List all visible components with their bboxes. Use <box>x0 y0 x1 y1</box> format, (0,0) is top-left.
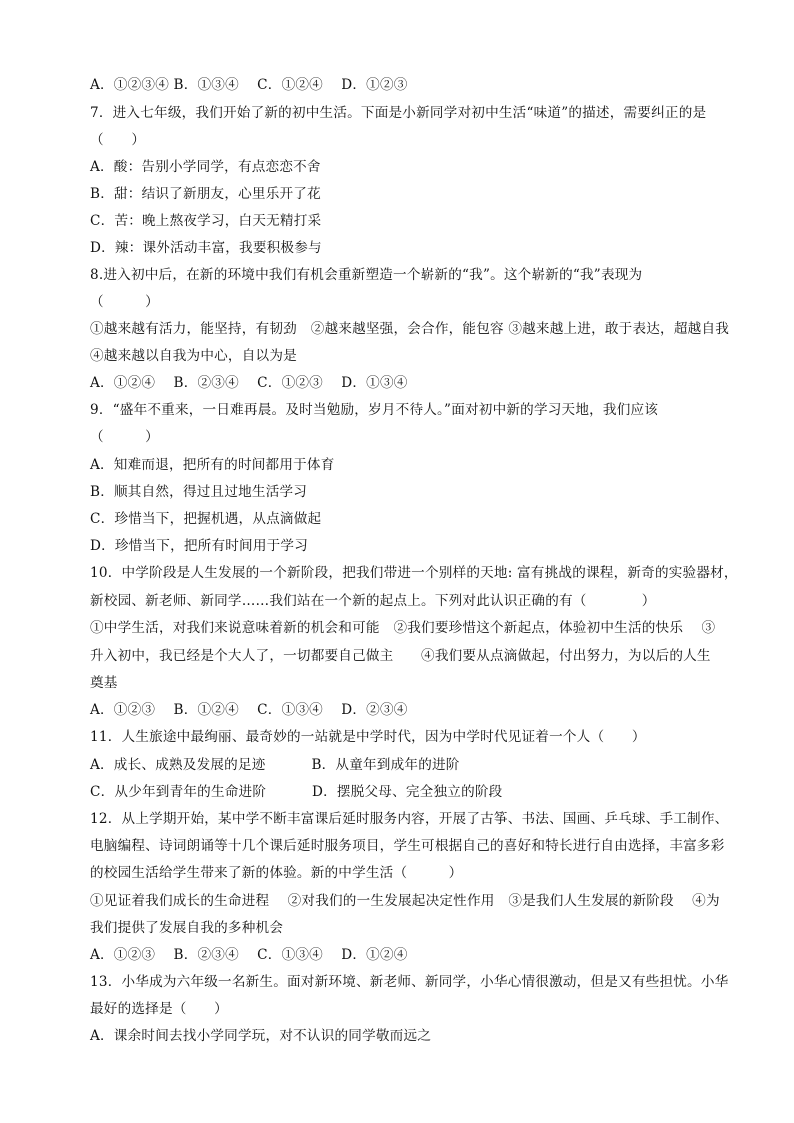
q10-statements-1: ①中学生活，对我们来说意味着新的机会和可能 ②我们要珍惜这个新起点，体验初中生活的快乐 ③ <box>90 620 716 636</box>
q9-option-c: C．珍惜当下，把握机遇，从点滴做起 <box>90 511 322 527</box>
q9-option-d: D．珍惜当下，把所有时间用于学习 <box>90 538 309 554</box>
q12-stem-3: 的校园生活给学生带来了新的体验。新的中学生活（ ） <box>90 865 463 881</box>
q11-stem: 11．人生旅途中最绚丽、最奇妙的一站就是中学时代，因为中学时代见证着一个人（ ） <box>90 729 646 745</box>
q12-statements-1: ①见证着我们成长的生命进程 ②对我们的一生发展起决定性作用 ③是我们人生发展的新阶段 ④为 <box>90 893 720 909</box>
q10-stem-2: 新校园、新老师、新同学……我们站在一个新的起点上。下列对此认识正确的有（ ） <box>90 593 656 609</box>
q12-stem-1: 12．从上学期开始，某中学不断丰富课后延时服务内容，开展了古筝、书法、国画、乒乓球、手工制作、 <box>90 811 729 827</box>
q6-options: A．①②③④ B．①③④ C．①②④ D．①②③ <box>90 77 408 93</box>
q10-options: A．①②③ B．①②④ C．①③④ D．②③④ <box>90 702 408 718</box>
q8-statements-1: ①越来越有活力，能坚持，有韧劲 ②越来越坚强，会合作，能包容 ③越来越上进，敢于表达，超越自我 <box>90 321 730 337</box>
q8-blank: （ ） <box>90 294 159 310</box>
q13-option-a: A．课余时间去找小学同学玩，对不认识的同学敬而远之 <box>90 1028 432 1044</box>
q7-option-d: D．辣：课外活动丰富，我要积极参与 <box>90 240 322 256</box>
q7-option-a: A．酸：告别小学同学，有点恋恋不舍 <box>90 159 321 175</box>
q10-statements-2: 升入初中，我已经是个大人了，一切都要自己做主 ④我们要从点滴做起，付出努力，为以后的人生 <box>90 648 711 664</box>
q9-option-a: A．知难而退，把所有的时间都用于体育 <box>90 457 335 473</box>
q11-options-cd: C．从少年到青年的生命进阶 D．摆脱父母、完全独立的阶段 <box>90 784 503 800</box>
q12-stem-2: 电脑编程、诗词朗诵等十几个课后延时服务项目，学生可根据自己的喜好和特长进行自由选择，丰富多彩 <box>90 838 725 854</box>
q11-options-ab: A．成长、成熟及发展的足迹 B．从童年到成年的进阶 <box>90 757 460 773</box>
q9-option-b: B．顺其自然，得过且过地生活学习 <box>90 484 308 500</box>
q8-options: A．①②④ B．②③④ C．①②③ D．①③④ <box>90 375 408 391</box>
q12-statements-2: 我们提供了发展自我的多种机会 <box>90 920 284 936</box>
q7-option-c: C．苦：晚上熬夜学习，白天无精打采 <box>90 213 322 229</box>
q9-blank: （ ） <box>90 429 159 445</box>
q13-stem-1: 13．小华成为六年级一名新生。面对新环境、新老师、新同学，小华心情很激动，但是又有些担忧。小华 <box>90 974 729 990</box>
q8-statements-2: ④越来越以自我为中心，自以为是 <box>90 348 297 364</box>
q7-stem: 7．进入七年级，我们开始了新的初中生活。下面是小新同学对初中生活“味道”的描述，需要纠正的是 <box>90 105 707 121</box>
q10-statements-3: 奠基 <box>90 675 118 691</box>
q13-stem-2: 最好的选择是（ ） <box>90 1001 228 1017</box>
q10-stem-1: 10．中学阶段是人生发展的一个新阶段，把我们带进一个别样的天地: 富有挑战的课程，新奇的实验器材， <box>90 565 738 581</box>
q7-blank: （ ） <box>90 132 146 148</box>
q8-stem: 8.进入初中后，在新的环境中我们有机会重新塑造一个崭新的“我”。这个崭新的“我”表现为 <box>90 267 643 283</box>
q12-options: A．①②③ B．②③④ C．①③④ D．①②④ <box>90 947 408 963</box>
q7-option-b: B．甜：结识了新朋友，心里乐开了花 <box>90 186 321 202</box>
q9-stem: 9．“盛年不重来，一日难再晨。及时当勉励，岁月不待人。”面对初中新的学习天地，我们应该 <box>90 402 659 418</box>
